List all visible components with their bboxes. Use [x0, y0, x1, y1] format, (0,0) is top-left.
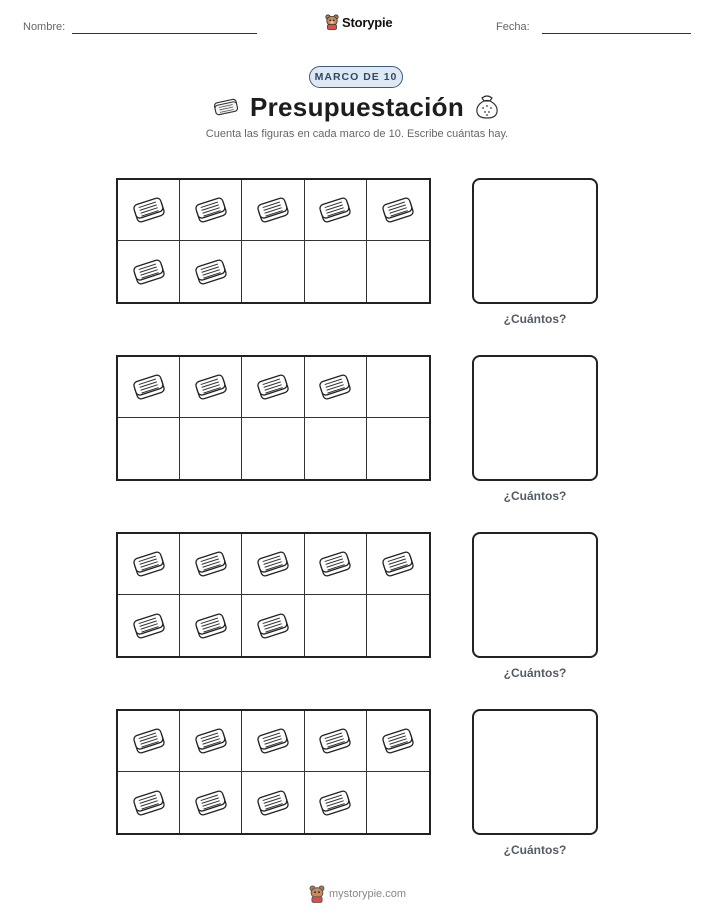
ten-frame-cell — [180, 711, 242, 772]
coin-bar-icon — [130, 611, 168, 641]
ten-frame-cell — [367, 418, 429, 479]
ten-frame-cell — [242, 534, 304, 595]
answer-box[interactable] — [472, 532, 598, 658]
date-line[interactable] — [542, 33, 691, 34]
ten-frame-cell — [305, 357, 367, 418]
coin-bar-icon — [316, 726, 354, 756]
ten-frame-cell — [118, 534, 180, 595]
ten-frame — [116, 178, 431, 304]
ten-frame-cell — [180, 772, 242, 833]
ten-frame-cell — [305, 711, 367, 772]
ten-frame-cell — [367, 357, 429, 418]
coin-bar-icon — [130, 257, 168, 287]
coin-bar-icon — [192, 372, 230, 402]
ten-frame-cell — [367, 711, 429, 772]
ten-frame-cell — [180, 180, 242, 241]
coin-bar-icon — [192, 611, 230, 641]
bear-mascot-icon — [309, 885, 325, 903]
ten-frame-cell — [180, 357, 242, 418]
ten-frame-cell — [180, 241, 242, 302]
ten-frame-cell — [242, 180, 304, 241]
ten-frame — [116, 532, 431, 658]
coin-bar-icon — [254, 726, 292, 756]
worksheet-type-badge: MARCO DE 10 — [309, 66, 403, 88]
coin-bar-icon — [130, 195, 168, 225]
ten-frame-cell — [242, 418, 304, 479]
ten-frame-cell — [305, 595, 367, 656]
answer-label: ¿Cuántos? — [503, 312, 567, 326]
ten-frame — [116, 709, 431, 835]
ten-frame-cell — [242, 595, 304, 656]
ten-frame-cell — [118, 595, 180, 656]
ten-frame-cell — [180, 418, 242, 479]
coin-bar-icon — [254, 788, 292, 818]
coin-bar-icon — [316, 788, 354, 818]
ten-frame-cell — [242, 772, 304, 833]
ten-frame-cell — [305, 241, 367, 302]
coin-bar-icon — [379, 726, 417, 756]
answer-box[interactable] — [472, 355, 598, 481]
ten-frame-cell — [118, 711, 180, 772]
ten-frame-cell — [118, 357, 180, 418]
ten-frame-cell — [180, 534, 242, 595]
coin-bar-icon — [130, 549, 168, 579]
coin-bar-icon — [130, 788, 168, 818]
ten-frame-cell — [118, 180, 180, 241]
ten-frame-cell — [367, 534, 429, 595]
footer-url[interactable]: mystorypie.com — [329, 888, 407, 900]
name-label: Nombre: — [23, 21, 66, 33]
coin-bar-icon — [192, 788, 230, 818]
brand-logo — [325, 14, 392, 30]
name-line[interactable] — [72, 33, 257, 34]
ten-frame-cell — [367, 180, 429, 241]
ten-frame-cell — [180, 595, 242, 656]
ten-frame — [116, 355, 431, 481]
ten-frame-cell — [118, 241, 180, 302]
coin-bar-icon — [316, 372, 354, 402]
coin-bar-icon — [316, 549, 354, 579]
answer-label: ¿Cuántos? — [503, 489, 567, 503]
ten-frame-cell — [305, 418, 367, 479]
coin-bar-icon — [254, 549, 292, 579]
coin-bar-icon — [254, 372, 292, 402]
coin-bar-icon — [130, 726, 168, 756]
brand-name: Storypie — [342, 14, 393, 30]
coin-bar-icon — [379, 195, 417, 225]
coin-bar-icon — [192, 726, 230, 756]
coin-bar-icon — [379, 549, 417, 579]
coin-bar-icon — [192, 549, 230, 579]
ten-frame-cell — [367, 241, 429, 302]
ten-frame-cell — [118, 418, 180, 479]
ten-frame-cell — [242, 357, 304, 418]
ten-frame-cell — [242, 711, 304, 772]
ten-frame-cell — [305, 772, 367, 833]
ten-frame-cell — [242, 241, 304, 302]
coin-bar-icon — [130, 372, 168, 402]
coin-bar-icon — [254, 611, 292, 641]
ten-frame-cell — [367, 595, 429, 656]
bear-mascot-icon — [325, 14, 339, 30]
coin-bar-icon — [192, 257, 230, 287]
instructions: Cuenta las figuras en cada marco de 10. Escribe cuántas hay. — [205, 128, 509, 140]
money-bag-icon — [472, 92, 502, 120]
answer-label: ¿Cuántos? — [503, 666, 567, 680]
page-title: Presupuestación — [249, 92, 464, 122]
ten-frame-cell — [118, 772, 180, 833]
ten-frame-cell — [305, 180, 367, 241]
answer-box[interactable] — [472, 178, 598, 304]
date-label: Fecha: — [496, 21, 530, 33]
ten-frame-cell — [305, 534, 367, 595]
ten-frame-cell — [367, 772, 429, 833]
answer-label: ¿Cuántos? — [503, 843, 567, 857]
answer-box[interactable] — [472, 709, 598, 835]
coin-bar-icon — [254, 195, 292, 225]
coin-bar-icon — [192, 195, 230, 225]
footer — [309, 885, 406, 903]
coin-bar-icon — [316, 195, 354, 225]
